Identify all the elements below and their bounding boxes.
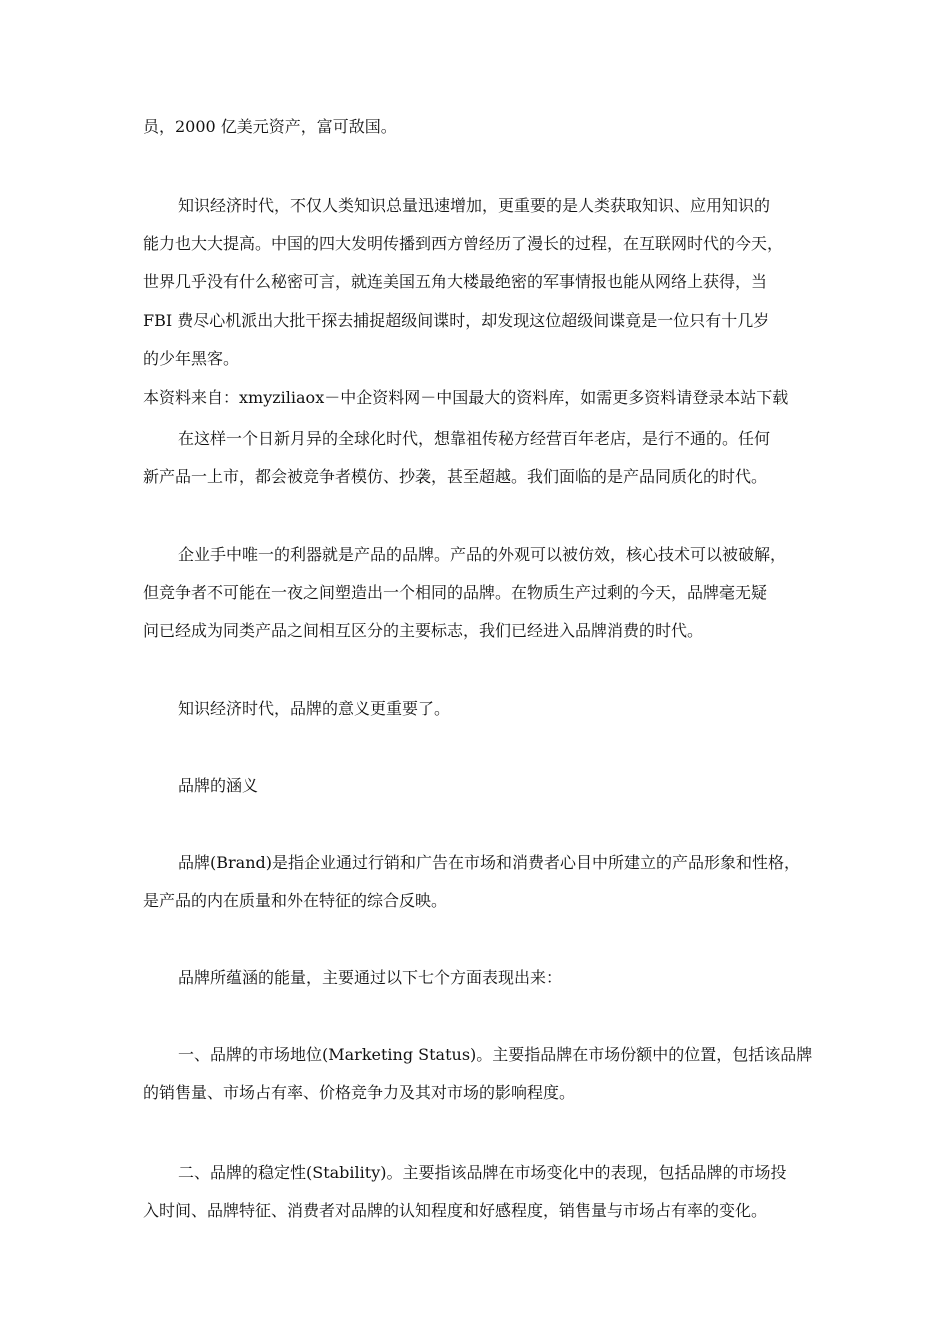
section-heading: 品牌的涵义 [178,776,259,795]
text-line: 是产品的内在质量和外在特征的综合反映。 [143,891,448,910]
text-line: FBI 费尽心机派出大批干探去捕捉超级间谍时，却发现这位超级间谍竟是一位只有十几岁 [143,311,770,330]
text-line: 问已经成为同类产品之间相互区分的主要标志，我们已经进入品牌消费的时代。 [143,621,704,640]
paragraph-first-line: 品牌(Brand)是指企业通过行销和广告在市场和消费者心目中所建立的产品形象和性格， [178,853,800,872]
paragraph-first-line: 品牌所蕴涵的能量，主要通过以下七个方面表现出来： [178,968,563,987]
text-line: 的销售量、市场占有率、价格竞争力及其对市场的影响程度。 [143,1083,576,1102]
text-line: 员，2000 亿美元资产，富可敌国。 [143,117,397,136]
text-line: 世界几乎没有什么秘密可言，就连美国五角大楼最绝密的军事情报也能从网络上获得，当 [143,272,768,291]
text-line: 新产品一上市，都会被竞争者模仿、抄袭，甚至超越。我们面临的是产品同质化的时代。 [143,467,768,486]
paragraph-first-line: 知识经济时代，不仅人类知识总量迅速增加，更重要的是人类获取知识、应用知识的 [178,196,771,215]
source-note: 本资料来自：xmyziliaox－中企资料网－中国最大的资料库，如需更多资料请登录本站下载 [143,388,789,407]
paragraph-first-line: 知识经济时代，品牌的意义更重要了。 [178,699,451,718]
text-line: 的少年黑客。 [143,349,240,368]
paragraph-first-line: 在这样一个日新月异的全球化时代，想靠祖传秘方经营百年老店，是行不通的。任何 [178,429,771,448]
text-line: 能力也大大提高。中国的四大发明传播到西方曾经历了漫长的过程，在互联网时代的今天， [143,234,784,253]
paragraph-first-line: 二、品牌的稳定性(Stability)。主要指该品牌在市场变化中的表现，包括品牌的市场投 [178,1163,787,1182]
text-line: 入时间、品牌特征、消费者对品牌的认知程度和好感程度，销售量与市场占有率的变化。 [143,1201,768,1220]
paragraph-first-line: 企业手中唯一的利器就是产品的品牌。产品的外观可以被仿效，核心技术可以被破解， [178,545,787,564]
paragraph-first-line: 一、品牌的市场地位(Marketing Status)。主要指品牌在市场份额中的位置，包括该品牌 [178,1045,813,1064]
text-line: 但竞争者不可能在一夜之间塑造出一个相同的品牌。在物质生产过剩的今天，品牌毫无疑 [143,583,768,602]
